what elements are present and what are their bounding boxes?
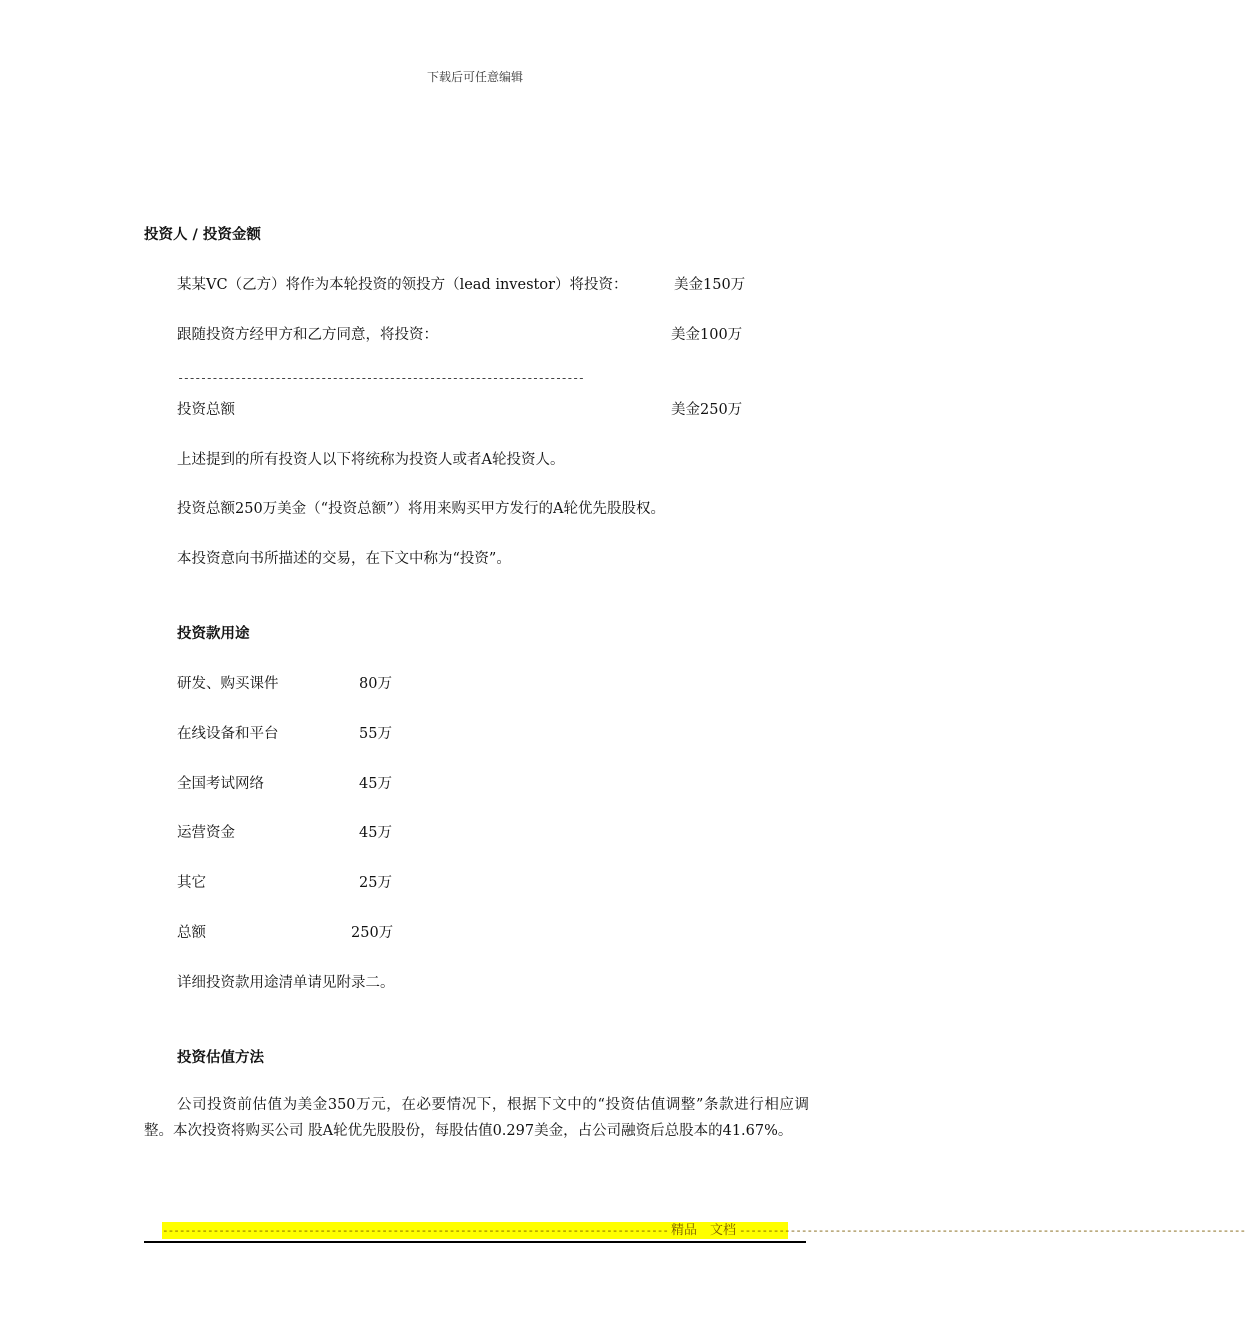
usage-item-label: 运营资金 bbox=[177, 825, 235, 841]
footer-highlight-bar bbox=[162, 1222, 1245, 1239]
usage-item-value: 80万 bbox=[359, 676, 392, 692]
section-title-investors: 投资人 / 投资金额 bbox=[144, 227, 261, 243]
paragraph-investors-definition: 上述提到的所有投资人以下将统称为投资人或者A轮投资人。 bbox=[177, 452, 565, 468]
usage-item-value: 25万 bbox=[359, 875, 392, 891]
usage-total-value: 250万 bbox=[351, 925, 394, 941]
valuation-paragraph: 公司投资前估值为美金350万元，在必要情况下，根据下文中的“投资估值调整”条款进行相应调整。本次投资将购买公司 股A轮优先股股份，每股估值0.297美金，占公司融资后总股本的41.67%。 bbox=[144, 1097, 809, 1139]
footer-label: 精品 文档 bbox=[671, 1223, 737, 1238]
section-title-usage: 投资款用途 bbox=[177, 626, 250, 642]
lead-investor-label: 某某VC（乙方）将作为本轮投资的领投方（lead investor）将投资： bbox=[177, 277, 628, 293]
usage-item-value: 55万 bbox=[359, 726, 392, 742]
page-header: 下载后可任意编辑 bbox=[426, 70, 523, 84]
usage-total-label: 总额 bbox=[177, 925, 206, 941]
usage-item-label: 在线设备和平台 bbox=[177, 726, 279, 742]
paragraph-transaction-definition: 本投资意向书所描述的交易，在下文中称为“投资”。 bbox=[177, 551, 511, 567]
usage-item-label: 全国考试网络 bbox=[177, 776, 264, 792]
usage-note: 详细投资款用途清单请见附录二。 bbox=[177, 975, 395, 991]
section-title-valuation: 投资估值方法 bbox=[177, 1050, 264, 1066]
total-label: 投资总额 bbox=[177, 402, 235, 418]
usage-item-value: 45万 bbox=[359, 825, 392, 841]
usage-item-label: 研发、购买课件 bbox=[177, 676, 279, 692]
lead-investor-amount: 美金150万 bbox=[674, 277, 746, 293]
footer-rule bbox=[144, 1241, 806, 1243]
usage-item-label: 其它 bbox=[177, 875, 206, 891]
footer-dash-left: ------------------------------------------------------------------------------------------ bbox=[162, 1224, 669, 1237]
follow-investor-amount: 美金100万 bbox=[671, 327, 743, 343]
sum-divider: ----------------------------------------------------------------------- bbox=[177, 371, 584, 385]
paragraph-total-usage: 投资总额250万美金（“投资总额”）将用来购买甲方发行的A轮优先股股权。 bbox=[177, 501, 665, 517]
total-amount: 美金250万 bbox=[671, 402, 743, 418]
footer-dash-right: ------------------------------------------------------------------------------------------ bbox=[739, 1224, 1245, 1237]
follow-investor-label: 跟随投资方经甲方和乙方同意，将投资： bbox=[177, 327, 438, 343]
usage-item-value: 45万 bbox=[359, 776, 392, 792]
